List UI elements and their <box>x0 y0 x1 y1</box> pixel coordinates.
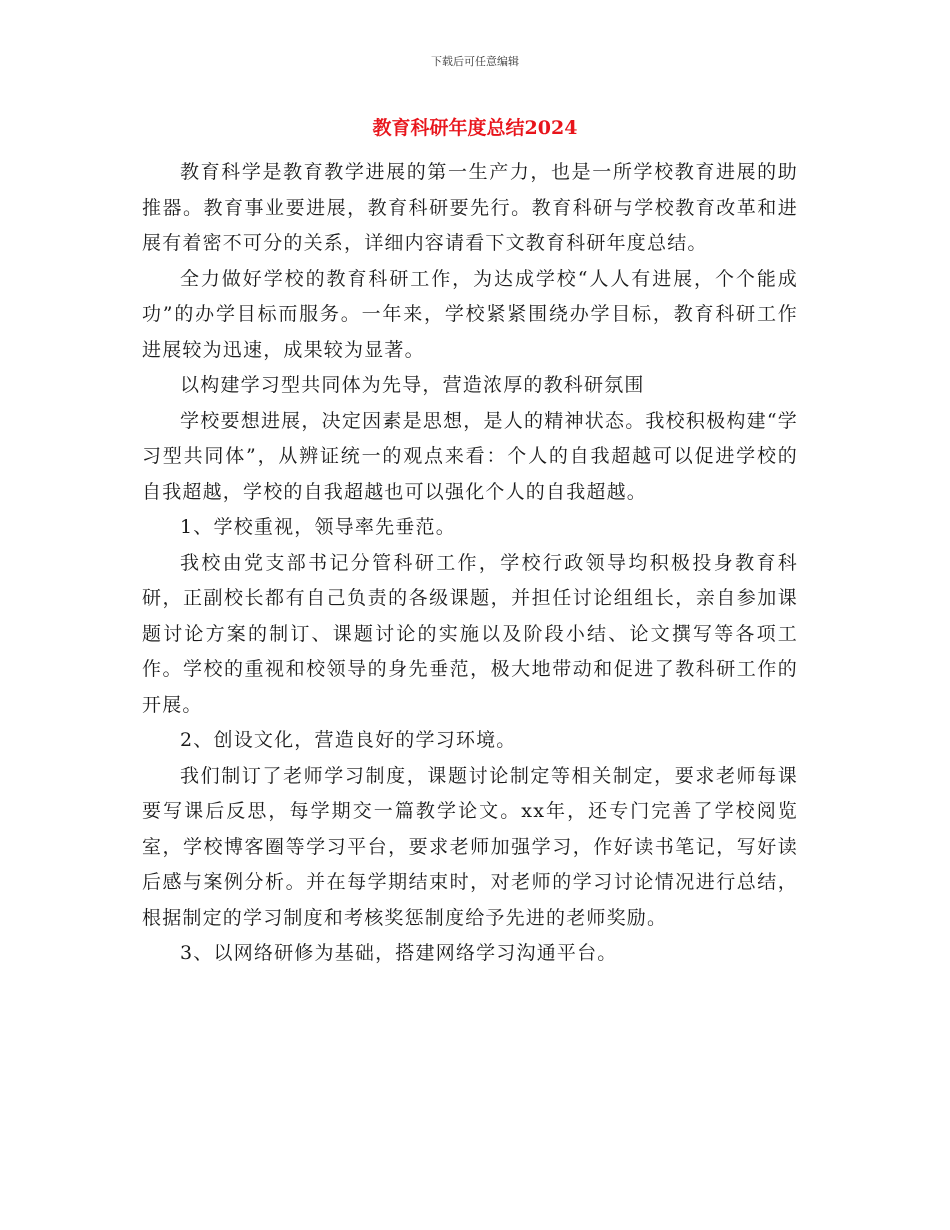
paragraph: 我们制订了老师学习制度，课题讨论制定等相关制定，要求老师每课要写课后反思，每学期交一篇教学论文。xx年，还专门完善了学校阅览室，学校博客圈等学习平台，要求老师加强学习，作好读书笔记，写好读后感与案例分析。并在每学期结束时，对老师的学习讨论情况进行总结，根据制定的学习制度和考核奖惩制度给予先进的老师奖励。 <box>142 764 798 929</box>
paragraph: 教育科学是教育教学进展的第一生产力，也是一所学校教育进展的助推器。教育事业要进展，教育科研要先行。教育科研与学校教育改革和进展有着密不可分的关系，详细内容请看下文教育科研年度总结。 <box>142 161 798 254</box>
paragraph: 学校要想进展，决定因素是思想，是人的精神状态。我校积极构建“学习型共同体”，从辨证统一的观点来看：个人的自我超越可以促进学校的自我超越，学校的自我超越也可以强化个人的自我超越。 <box>142 409 798 503</box>
list-item-heading: 1、学校重视，领导率先垂范。 <box>180 516 456 538</box>
list-item-heading: 2、创设文化，营造良好的学习环境。 <box>180 729 517 751</box>
document-title: 教育科研年度总结2024 <box>372 117 578 139</box>
list-item-heading: 3、以网络研修为基础，搭建网络学习沟通平台。 <box>180 942 618 964</box>
paragraph: 全力做好学校的教育科研工作，为达成学校“人人有进展，个个能成功”的办学目标而服务。一年来，学校紧紧围绕办学目标，教育科研工作进展较为迅速，成果较为显著。 <box>142 267 798 361</box>
header-note: 下载后可任意编辑 <box>431 55 519 68</box>
paragraph: 我校由党支部书记分管科研工作，学校行政领导均积极投身教育科研，正副校长都有自己负责的各级课题，并担任讨论组组长，亲自参加课题讨论方案的制订、课题讨论的实施以及阶段小结、论文撰写等各项工作。学校的重视和校领导的身先垂范，极大地带动和促进了教科研工作的开展。 <box>142 551 798 716</box>
document-body <box>142 155 798 972</box>
section-heading: 以构建学习型共同体为先导，营造浓厚的教科研氛围 <box>180 374 645 396</box>
